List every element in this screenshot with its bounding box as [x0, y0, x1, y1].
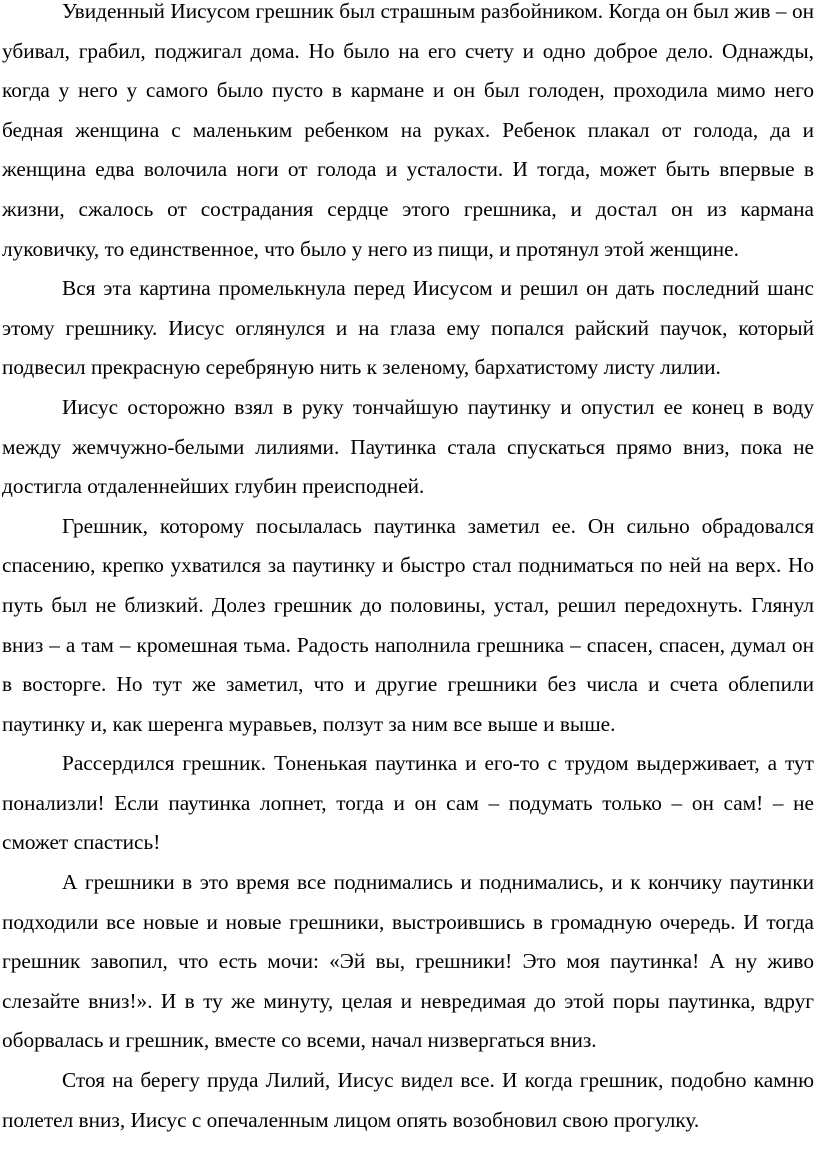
paragraph-2: Вся эта картина промелькнула перед Иисусом и решил он дать последний шанс этому грешнику. Иисус оглянулся и на глаза ему попался райский паучок, который подвесил прекрасную серебряную нить к зеленому, бархатистому листу лилии. [2, 276, 814, 380]
paragraph-1: Увиденный Иисусом грешник был страшным разбойником. Когда он был жив – он убивал, грабил, поджигал дома. Но было на его счету и одно доброе дело. Однажды, когда у него у самого было пусто в кармане и он был голоден, проходила мимо него бедная женщина с маленьким ребенком на руках. Ребенок плакал от голода, да и женщина едва волочила ноги от голода и усталости. И тогда, может быть впервые в жизни, сжалось от сострадания сердце этого грешника, и достал он из кармана луковичку, то единственное, что было у него из пищи, и протянул этой женщине. [2, 0, 814, 261]
paragraph-3: Иисус осторожно взял в руку тончайшую паутинку и опустил ее конец в воду между жемчужно-белыми лилиями. Паутинка стала спускаться прямо вниз, пока не достигла отдаленнейших глубин преисподней. [2, 394, 814, 499]
paragraph-5: Рассердился грешник. Тоненькая паутинка и его-то с трудом выдерживает, а тут понализли! Если паутинка лопнет, тогда и он сам – подумать только – он сам! – не сможет спастись! [2, 751, 814, 855]
paragraph-6: А грешники в это время все поднимались и поднимались, и к кончику паутинки подходили все новые и новые грешники, выстроившись в громадную очередь. И тогда грешник завопил, что есть мочи: «Эй вы, грешники! Это моя паутинка! А ну живо слезайте вниз!». И в ту же минуту, целая и невредимая до этой поры паутинка, вдруг оборвалась и грешник, вместе со всеми, начал низвергаться вниз. [2, 870, 814, 1053]
paragraph-4: Грешник, которому посылалась паутинка заметил ее. Он сильно обрадовался спасению, крепко ухватился за паутинку и быстро стал подниматься по ней на верх. Но путь был не близкий. Долез грешник до половины, устал, решил передохнуть. Глянул вниз – а там – кромешная тьма. Радость наполнила грешника – спасен, спасен, думал он в восторге. Но тут же заметил, что и другие грешники без числа и счета облепили паутинку и, как шеренга муравьев, ползут за ним все выше и выше. [2, 513, 814, 736]
paragraph-7: Стоя на берегу пруда Лилий, Иисус видел все. И когда грешник, подобно камню полетел вниз, Иисус с опечаленным лицом опять возобновил свою прогулку. [2, 1068, 814, 1132]
